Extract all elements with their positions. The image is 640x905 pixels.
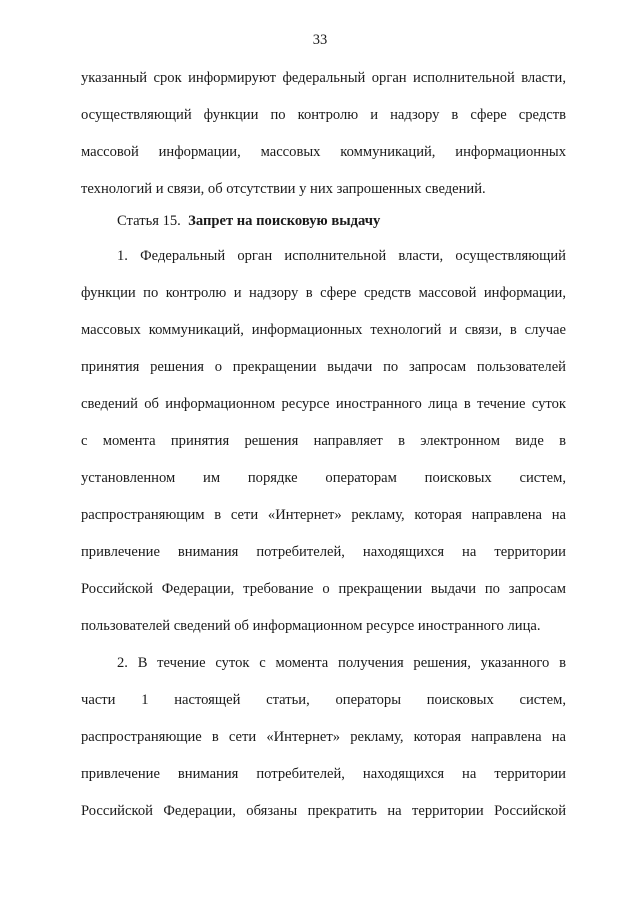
article-title: Запрет на поисковую выдачу (188, 213, 381, 229)
article-label: Статья 15. (117, 213, 181, 229)
paragraph1-line-7: установленном им порядке операторам поисковых систем, (81, 470, 566, 486)
intro-line-2: осуществляющий функции по контролю и надзору в сфере средств (81, 107, 566, 123)
paragraph1-line-3: массовых коммуникаций, информационных технологий и связи, в случае (81, 322, 566, 338)
paragraph2-line-5: Российской Федерации, обязаны прекратить на территории Российской (81, 803, 566, 819)
paragraph2-line-4: привлечение внимания потребителей, находящихся на территории (81, 766, 566, 782)
page-number: 33 (312, 32, 328, 48)
paragraph1-line-11: пользователей сведений об информационном ресурсе иностранного лица. (81, 618, 541, 634)
paragraph1-line-8: распространяющим в сети «Интернет» рекламу, которая направлена на (81, 507, 566, 523)
paragraph1-line-5: сведений об информационном ресурсе иностранного лица в течение суток (81, 396, 566, 412)
paragraph1-line-1: 1. Федеральный орган исполнительной власти, осуществляющий (117, 248, 566, 264)
paragraph2-line-3: распространяющие в сети «Интернет» рекламу, которая направлена на (81, 729, 566, 745)
intro-line-4: технологий и связи, об отсутствии у них запрошенных сведений. (81, 181, 486, 197)
paragraph1-line-2: функции по контролю и надзору в сфере средств массовой информации, (81, 285, 566, 301)
paragraph1-line-10: Российской Федерации, требование о прекращении выдачи по запросам (81, 581, 566, 597)
intro-line-1: указанный срок информируют федеральный орган исполнительной власти, (81, 70, 566, 86)
paragraph2-line-2: части 1 настоящей статьи, операторы поисковых систем, (81, 692, 566, 708)
article-heading (117, 211, 380, 231)
paragraph2-line-1: 2. В течение суток с момента получения решения, указанного в (117, 655, 566, 671)
paragraph1-line-6: с момента принятия решения направляет в электронном виде в (81, 433, 566, 449)
intro-line-3: массовой информации, массовых коммуникаций, информационных (81, 144, 566, 160)
paragraph1-line-4: принятия решения о прекращении выдачи по запросам пользователей (81, 359, 566, 375)
paragraph1-line-9: привлечение внимания потребителей, находящихся на территории (81, 544, 566, 560)
